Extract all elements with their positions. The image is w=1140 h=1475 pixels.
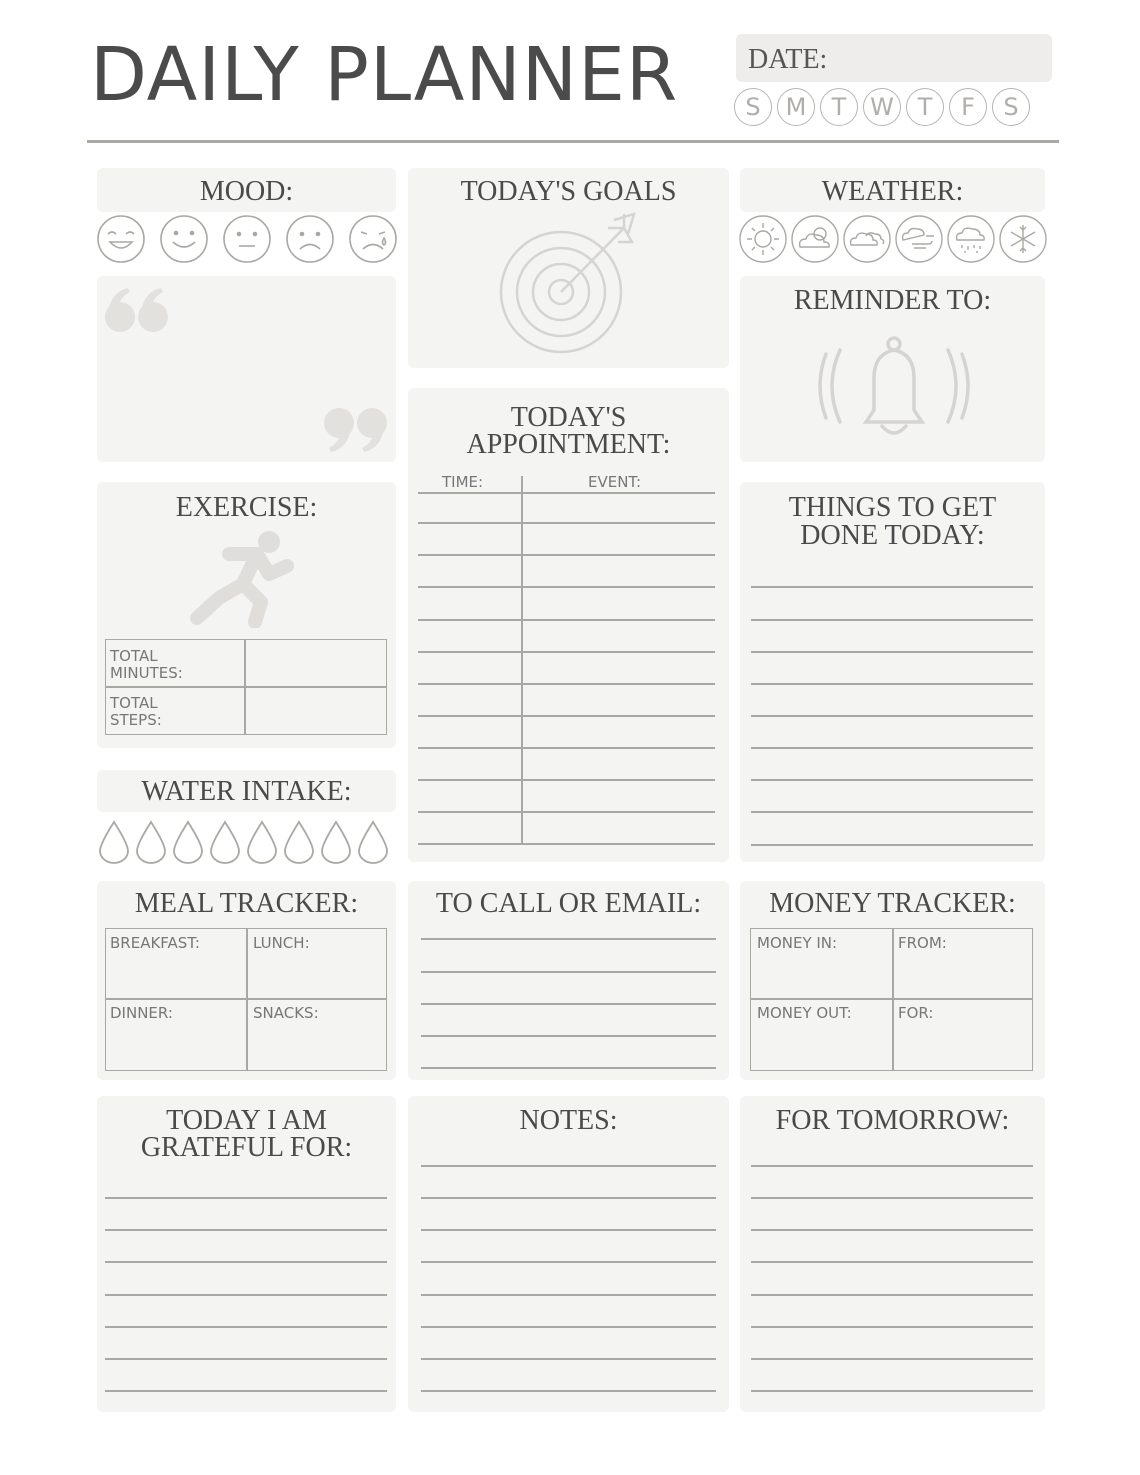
list-item [421,1197,716,1199]
table-row [418,619,715,621]
list-item [105,1197,387,1199]
weather-icons [738,214,1050,264]
water-drop-icon[interactable] [248,822,276,863]
list-item [421,1003,716,1005]
list-item [421,938,716,940]
list-item [751,1358,1033,1360]
goals-title: TODAY'S GOALS [460,176,677,207]
weekday-selector [734,88,1030,126]
exercise-title: EXERCISE: [175,492,318,523]
day-sunday[interactable]: S [734,88,772,126]
money-row-divider [750,998,1033,1000]
list-item [751,1165,1033,1167]
water-drop-icon[interactable] [285,822,313,863]
reminder-title: REMINDER TO: [793,285,992,316]
list-item [105,1229,387,1231]
lunch-label: LUNCH: [253,934,310,952]
list-item [751,619,1033,621]
table-row [418,779,715,781]
breakfast-label: BREAKFAST: [110,934,200,952]
target-icon [496,210,646,360]
list-item [421,1294,716,1296]
event-column-header: EVENT: [588,473,642,491]
list-item [751,651,1033,653]
table-row [418,715,715,717]
meal-row-divider [105,998,387,1000]
water-title: WATER INTAKE: [141,776,352,807]
table-row [418,554,715,556]
day-tuesday[interactable]: T [820,88,858,126]
laughing-face-icon[interactable] [98,216,144,262]
table-row [418,811,715,813]
list-item [421,1261,716,1263]
mood-faces [96,214,398,264]
total-minutes-field[interactable] [247,642,385,684]
call-title: TO CALL OR EMAIL: [435,888,702,919]
meal-title: MEAL TRACKER: [134,888,359,919]
day-saturday[interactable]: S [992,88,1030,126]
list-item [751,811,1033,813]
list-item [421,1358,716,1360]
money-panel [740,881,1045,1080]
total-steps-field[interactable] [247,689,385,733]
list-item [105,1326,387,1328]
sad-face-icon[interactable] [287,216,333,262]
page-title: DAILY PLANNER [90,32,679,118]
rain-icon[interactable] [948,216,994,262]
sun-icon[interactable] [740,216,786,262]
things-title-line2: DONE TODAY: [800,520,985,551]
partly-cloudy-icon[interactable] [792,216,838,262]
table-row [418,651,715,653]
list-item [105,1358,387,1360]
tomorrow-title: FOR TOMORROW: [775,1105,1010,1136]
day-thursday[interactable]: T [906,88,944,126]
tomorrow-panel [740,1096,1045,1412]
list-item [421,1390,716,1392]
header-divider [87,140,1059,143]
list-item [751,1294,1033,1296]
exercise-panel [97,482,396,748]
bell-icon [814,330,974,450]
water-drops [98,820,388,864]
notes-panel [408,1096,729,1412]
list-item [105,1390,387,1392]
list-item [421,1035,716,1037]
grateful-title-line1: TODAY I AM [166,1105,327,1136]
snacks-label: SNACKS: [253,1004,319,1022]
cloudy-icon[interactable] [844,216,890,262]
column-divider [521,476,523,844]
water-header [97,770,396,812]
day-monday[interactable]: M [777,88,815,126]
table-row [418,747,715,749]
list-item [751,1229,1033,1231]
list-item [751,586,1033,588]
open-quote-icon [103,282,173,338]
goals-panel [408,168,729,368]
appointment-title-line2: APPOINTMENT: [466,429,671,460]
snow-icon[interactable] [1000,216,1046,262]
list-item [751,747,1033,749]
list-item [421,1165,716,1167]
dinner-label: DINNER: [110,1004,173,1022]
table-row [418,683,715,685]
table-row [418,843,715,845]
list-item [751,1390,1033,1392]
water-drop-icon[interactable] [174,822,202,863]
time-column-header: TIME: [442,473,484,491]
for-label: FOR: [898,1004,934,1022]
date-label: DATE: [748,44,828,75]
notes-title: NOTES: [519,1105,618,1136]
list-item [751,779,1033,781]
list-item [751,1261,1033,1263]
money-col-divider [892,928,894,1071]
water-drop-icon[interactable] [100,822,128,863]
total-steps-label: TOTAL STEPS: [110,694,162,729]
reminder-panel [740,276,1045,462]
call-panel [408,881,729,1080]
table-row [418,586,715,588]
windy-icon[interactable] [896,216,942,262]
list-item [751,715,1033,717]
things-title-line1: THINGS TO GET [788,492,997,523]
list-item [105,1294,387,1296]
day-wednesday[interactable]: W [863,88,901,126]
exercise-row-divider [105,686,387,688]
list-item [421,1067,716,1069]
things-panel [740,482,1045,862]
crying-face-icon[interactable] [350,216,396,262]
money-title: MONEY TRACKER: [769,888,1016,919]
quote-panel [97,276,396,462]
list-item [421,1326,716,1328]
table-row [418,492,715,494]
runner-icon [189,528,299,628]
list-item [105,1261,387,1263]
grateful-panel [97,1096,396,1412]
list-item [751,1326,1033,1328]
total-minutes-label: TOTAL MINUTES: [110,647,183,682]
money-out-label: MONEY OUT: [757,1004,852,1022]
from-label: FROM: [898,934,947,952]
money-in-label: MONEY IN: [757,934,838,952]
smiling-face-icon[interactable] [161,216,207,262]
grateful-title-line2: GRATEFUL FOR: [140,1132,353,1163]
close-quote-icon [319,402,389,458]
water-drop-icon[interactable] [137,822,165,863]
list-item [751,844,1033,846]
table-row [418,522,715,524]
meal-panel [97,881,396,1080]
water-drop-icon[interactable] [322,822,350,863]
mood-header [97,168,396,212]
day-friday[interactable]: F [949,88,987,126]
neutral-face-icon[interactable] [224,216,270,262]
list-item [421,1229,716,1231]
list-item [421,971,716,973]
appointment-title-line1: TODAY'S [510,402,627,433]
list-item [751,683,1033,685]
list-item [751,1197,1033,1199]
weather-title: WEATHER: [821,176,964,207]
meal-col-divider [246,928,248,1071]
water-drop-icon[interactable] [359,822,387,863]
weather-header [740,168,1045,212]
mood-title: MOOD: [199,176,294,207]
appointment-panel [408,388,729,862]
water-drop-icon[interactable] [211,822,239,863]
